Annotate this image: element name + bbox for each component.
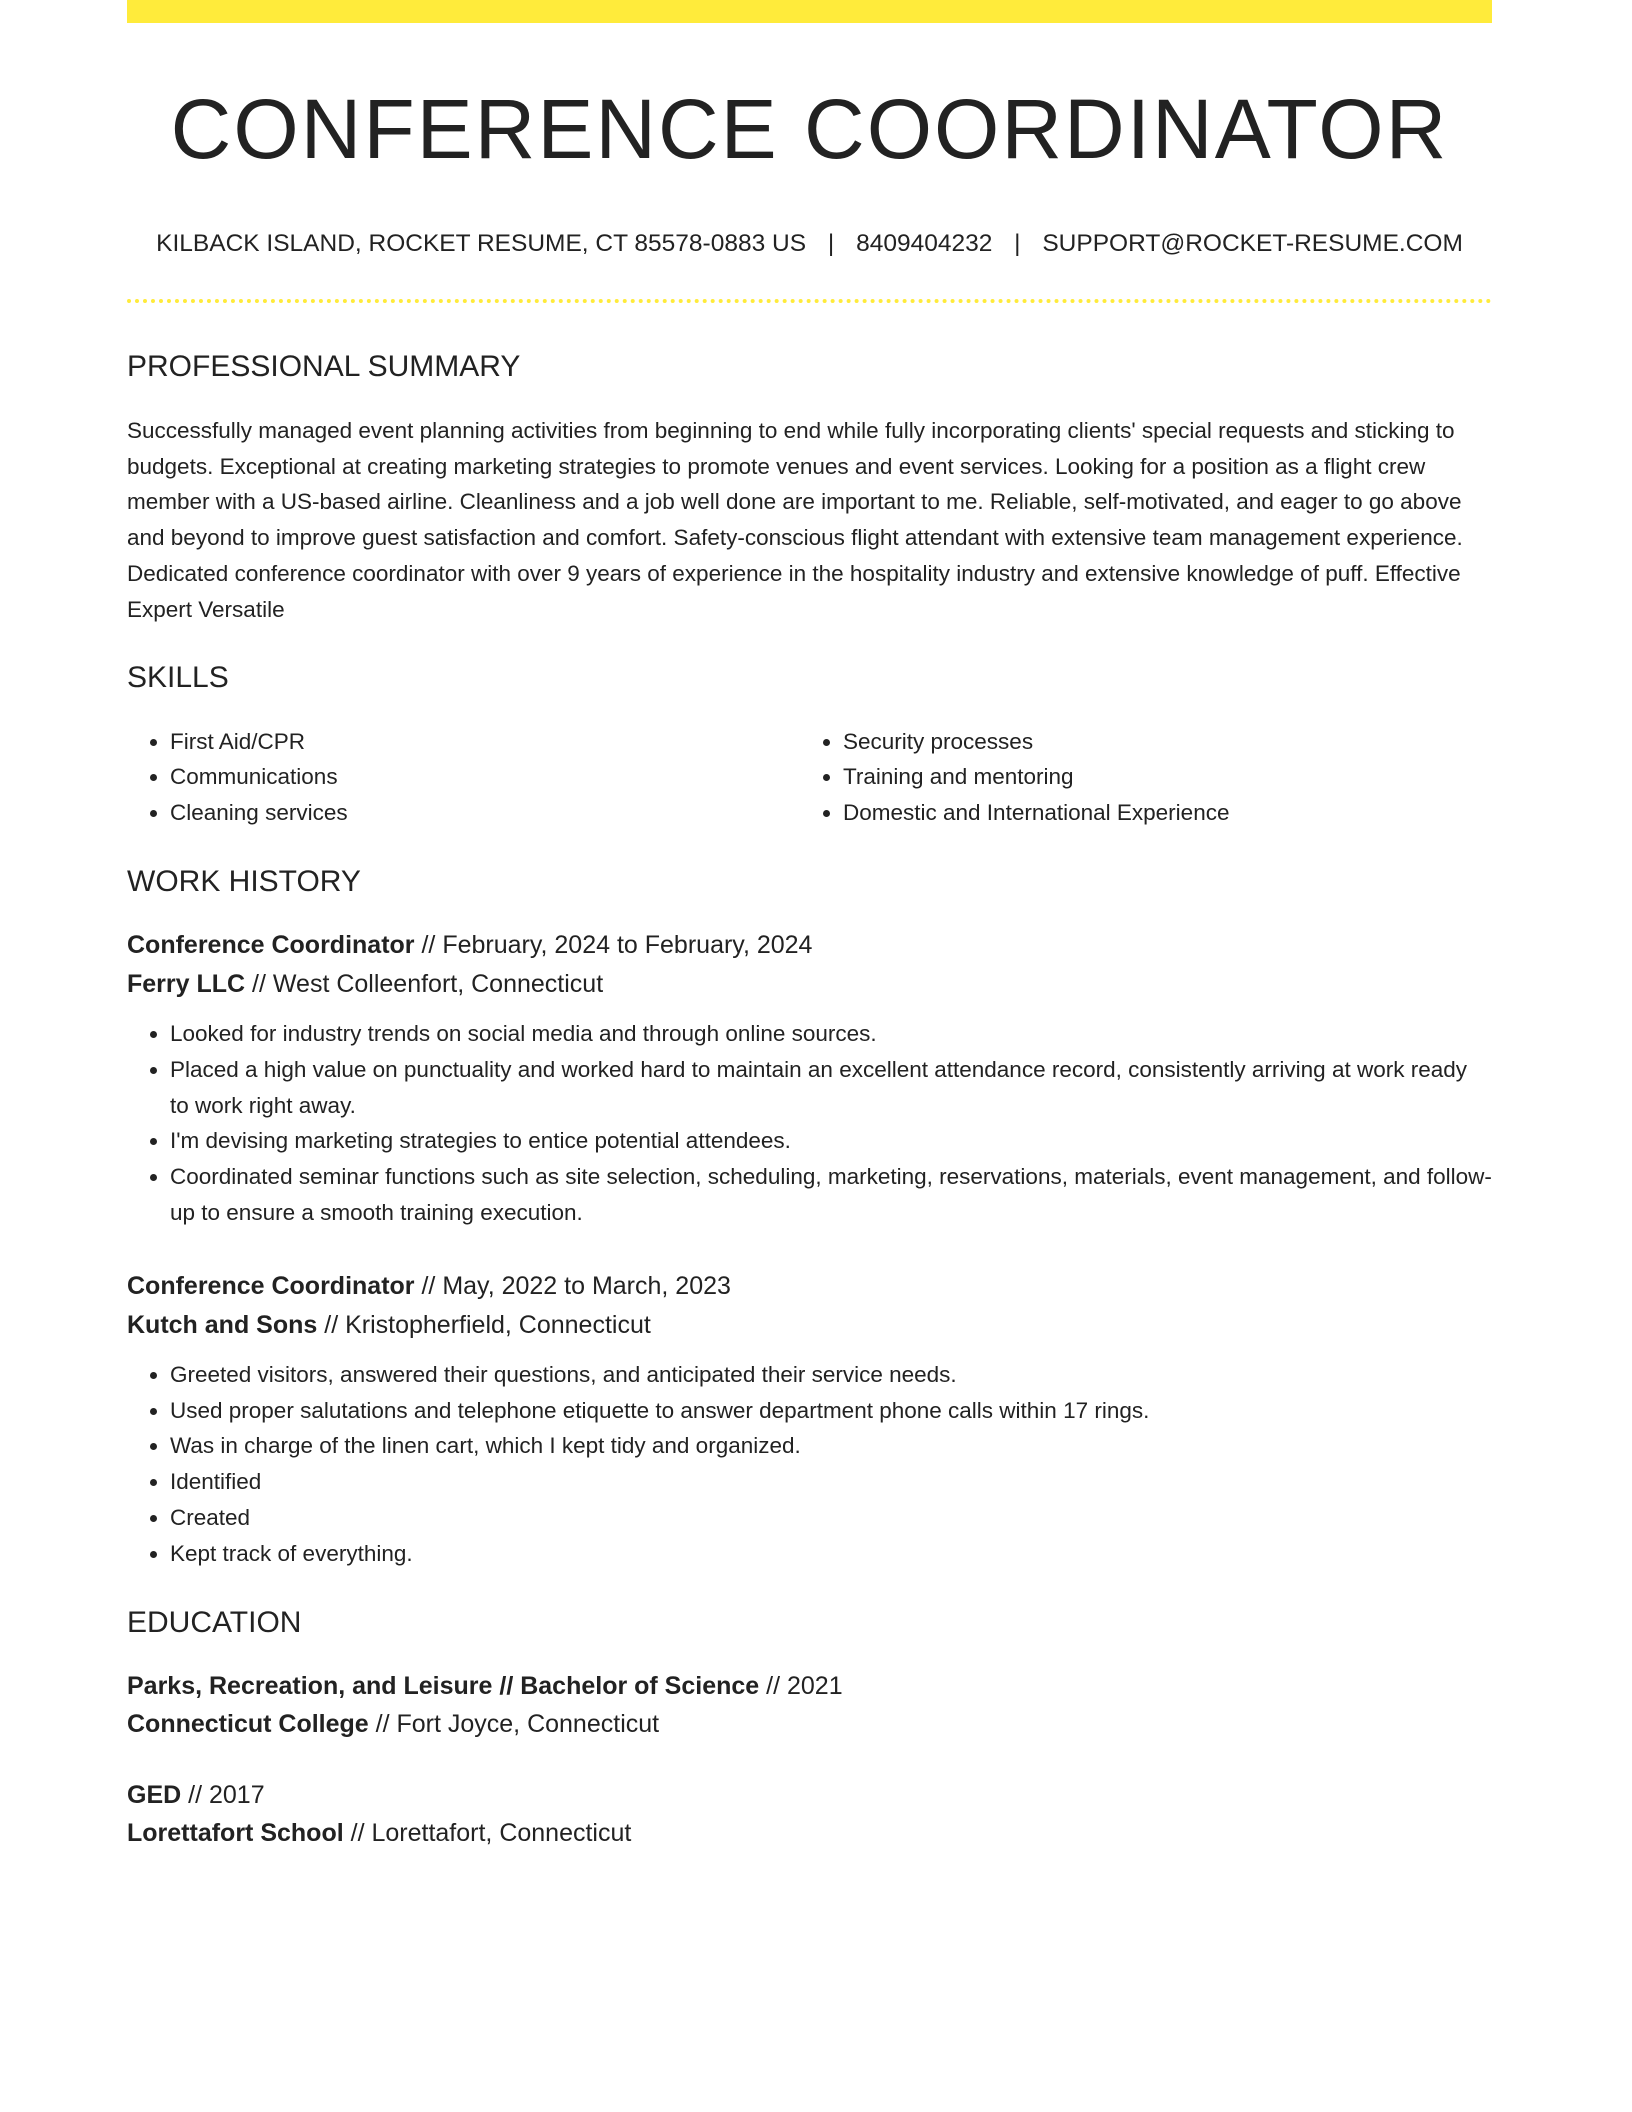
separator: //	[181, 1780, 209, 1809]
job-bullet: • Coordinated seminar functions such as site selection, scheduling, marketing, reservations, materials, event management, and follow-up to ensure a smooth training execution.	[170, 1159, 1492, 1231]
resume-title: CONFERENCE COORDINATOR	[170, 82, 1449, 176]
job-dates: February, 2024 to February, 2024	[442, 930, 813, 959]
edu-location: Fort Joyce, Connecticut	[396, 1709, 660, 1738]
job-location: Kristopherfield, Connecticut	[345, 1310, 651, 1339]
job-company: Kutch and Sons	[127, 1310, 318, 1339]
job-bullet: • Identified	[170, 1464, 1492, 1500]
edu-school-line	[127, 1705, 1492, 1743]
edu-school: Lorettafort School	[127, 1818, 344, 1847]
contact-phone: 8409404232	[856, 230, 993, 258]
separator: //	[245, 969, 273, 998]
contact-line	[127, 229, 1492, 258]
skill-item: • Cleaning services	[170, 795, 800, 831]
work-history-heading: WORK HISTORY	[127, 864, 361, 898]
contact-separator: |	[827, 230, 835, 258]
education-entry	[127, 1776, 1492, 1852]
job-bullet: • Was in charge of the linen cart, which I kept tidy and organized.	[170, 1428, 1492, 1464]
job-entry	[127, 1267, 1492, 1572]
contact-email: SUPPORT@ROCKET-RESUME.COM	[1042, 230, 1463, 258]
job-bullet: • Kept track of everything.	[170, 1536, 1492, 1572]
skill-item: • Domestic and International Experience	[843, 795, 1473, 831]
separator: //	[414, 930, 443, 959]
job-role-line	[127, 926, 1492, 965]
job-bullets	[127, 1357, 1492, 1572]
skills-list	[127, 724, 1492, 831]
summary-text: Successfully managed event planning activities from beginning to end while fully incorporating clients' special requests and sticking to budgets. Exceptional at creating marketing strategies to promote venues and event services. Looking for a position as a flight crew member with a US-based airline. Cleanliness and a job well done are important to me. Reliable, self-motivated, and eager to go above and beyond to improve guest satisfaction and comfort. Safety-conscious flight attendant with extensive team management experience. Dedicated conference coordinator with over 9 years of experience in the hospitality industry and extensive knowledge of puff. Effective Expert Versatile	[127, 417, 1463, 622]
job-company-line	[127, 965, 1492, 1004]
job-location: West Colleenfort, Connecticut	[272, 969, 604, 998]
separator: //	[368, 1709, 397, 1738]
edu-year: 2017	[208, 1780, 265, 1809]
job-role: Conference Coordinator	[127, 1271, 415, 1300]
accent-top-bar	[127, 0, 1492, 23]
job-bullet: • Placed a high value on punctuality and worked hard to maintain an excellent attendance record, consistently arriving at work ready to work right away.	[170, 1052, 1492, 1124]
job-entry	[127, 926, 1492, 1231]
contact-separator: |	[1014, 230, 1021, 258]
job-company-line	[127, 1306, 1492, 1345]
separator: //	[414, 1271, 443, 1300]
job-bullet: • Used proper salutations and telephone etiquette to answer department phone calls within 17 rings.	[170, 1393, 1492, 1429]
skill-item: • Security processes	[843, 724, 1473, 760]
edu-degree: GED	[127, 1780, 182, 1809]
job-bullet: • Looked for industry trends on social media and through online sources.	[170, 1016, 1492, 1052]
skill-item: • First Aid/CPR	[170, 724, 800, 760]
job-bullets	[127, 1016, 1492, 1231]
job-bullet: • I'm devising marketing strategies to entice potential attendees.	[170, 1123, 1492, 1159]
job-company: Ferry LLC	[127, 969, 246, 998]
job-role-line	[127, 1267, 1492, 1306]
job-role: Conference Coordinator	[127, 930, 415, 959]
skill-item: • Training and mentoring	[843, 759, 1473, 795]
resume-page	[127, 0, 1492, 1852]
skills-column-right	[800, 724, 1473, 831]
separator: //	[343, 1818, 372, 1847]
edu-degree-line	[127, 1776, 1492, 1814]
skills-heading: SKILLS	[127, 660, 229, 694]
education-heading: EDUCATION	[127, 1605, 302, 1639]
skill-item: • Communications	[170, 759, 800, 795]
edu-school: Connecticut College	[127, 1709, 369, 1738]
summary-heading: PROFESSIONAL SUMMARY	[127, 349, 521, 383]
skills-column-left	[127, 724, 800, 831]
edu-year: 2021	[787, 1671, 843, 1700]
separator: //	[759, 1671, 787, 1700]
separator: //	[317, 1310, 346, 1339]
job-bullet: • Greeted visitors, answered their questions, and anticipated their service needs.	[170, 1357, 1492, 1393]
education-entry	[127, 1667, 1492, 1743]
header-divider	[127, 299, 1492, 303]
edu-location: Lorettafort, Connecticut	[371, 1818, 632, 1847]
edu-degree-line	[127, 1667, 1492, 1705]
edu-degree: Parks, Recreation, and Leisure // Bachelor of Science	[127, 1671, 760, 1700]
contact-address: KILBACK ISLAND, ROCKET RESUME, CT 85578-0883 US	[156, 230, 807, 258]
job-dates: May, 2022 to March, 2023	[442, 1271, 731, 1300]
edu-school-line	[127, 1814, 1492, 1852]
job-bullet: • Created	[170, 1500, 1492, 1536]
